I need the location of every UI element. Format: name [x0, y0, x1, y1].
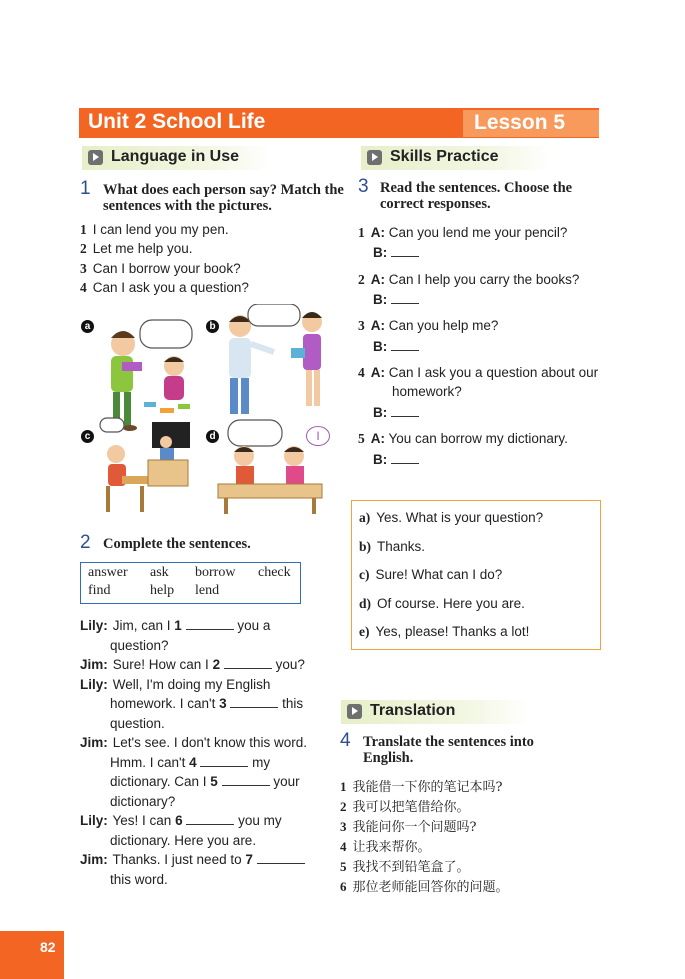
- word-box: [80, 562, 301, 604]
- item-text: Let me help you.: [92, 241, 193, 256]
- list-item: [340, 856, 470, 875]
- response-line: [373, 338, 419, 354]
- speaker-a: A:: [370, 431, 385, 446]
- section-banner-skills-practice: [361, 146, 551, 170]
- option-key: a): [359, 510, 371, 525]
- word-box-word: find: [88, 583, 111, 598]
- response-option: [359, 624, 529, 640]
- item-text: Can I ask you a question about our: [388, 365, 599, 380]
- speaker: Jim:: [80, 657, 108, 672]
- item-text: 我找不到铅笔盒了。: [352, 860, 470, 875]
- item-text: 我能问你一个问题吗?: [352, 820, 477, 835]
- speaker: Lily:: [80, 676, 108, 692]
- item-text-continued: homework?: [392, 384, 462, 399]
- speech-bubble-d: I: [306, 426, 330, 446]
- dialogue-line: [80, 850, 320, 870]
- speaker-a: A:: [370, 272, 385, 287]
- option-key: c): [359, 567, 370, 582]
- item-number: 4: [358, 365, 365, 380]
- item-number: 3: [358, 318, 365, 333]
- speaker: Lily:: [80, 618, 108, 633]
- speaker-b: B:: [373, 405, 388, 420]
- blank-number: 4: [189, 754, 197, 770]
- item-number: 4: [340, 839, 347, 854]
- speaker-a: A:: [370, 318, 385, 333]
- speaker: Lily:: [80, 813, 108, 828]
- option-text: Yes. What is your question?: [376, 510, 544, 525]
- response-option: [359, 539, 425, 555]
- dialogue-line: [80, 772, 320, 792]
- response-option: [359, 567, 502, 583]
- blank-number: 1: [174, 618, 182, 633]
- exercise-instruction: What does each person say? Match the sentences with the pictures.: [103, 182, 344, 214]
- item-text: I can lend you my pen.: [92, 222, 229, 237]
- picture-label-d: d: [206, 430, 219, 443]
- dialogue-text: Yes! I can: [112, 813, 176, 828]
- exercise-number: 2: [80, 532, 91, 553]
- item-number: 5: [340, 859, 347, 874]
- dialogue-line: dictionary. Here you are.: [110, 832, 257, 848]
- dialogue-line: [80, 811, 320, 831]
- play-icon: [367, 150, 382, 165]
- dialogue-line: question?: [110, 637, 169, 653]
- exchange-2: [358, 272, 579, 288]
- option-text: Sure! What can I do?: [375, 567, 503, 582]
- list-item: [340, 776, 502, 795]
- dialogue: [80, 616, 320, 889]
- dialogue-line: [80, 675, 320, 695]
- option-text: Of course. Here you are.: [377, 596, 525, 611]
- answer-blank[interactable]: [391, 404, 419, 417]
- list-item: [80, 241, 193, 257]
- dialogue-text: Sure! How can I: [112, 657, 213, 672]
- speaker: Jim:: [80, 735, 108, 750]
- dialogue-text: you?: [271, 657, 305, 672]
- item-text: Can you lend me your pencil?: [388, 225, 568, 240]
- exchange-1: [358, 225, 567, 241]
- picture-label-a: a: [81, 320, 94, 333]
- play-icon: [88, 150, 103, 165]
- exchange-4: [358, 365, 598, 381]
- answer-blank[interactable]: [186, 617, 234, 630]
- dialogue-text: my: [248, 754, 271, 770]
- play-icon: [347, 704, 362, 719]
- option-text: Thanks.: [377, 539, 426, 554]
- dialogue-text: your: [269, 774, 300, 789]
- exercise-instruction: Complete the sentences.: [103, 536, 251, 552]
- item-text: 我能借一下你的笔记本吗?: [352, 780, 503, 795]
- item-text: 让我来帮你。: [352, 840, 431, 855]
- answer-blank[interactable]: [222, 773, 270, 786]
- item-number: 2: [340, 799, 347, 814]
- item-number: 3: [80, 261, 87, 276]
- response-options-box: [351, 500, 601, 650]
- speaker-b: B:: [373, 292, 388, 307]
- word-box-word: lend: [195, 583, 220, 598]
- dialogue-text: you my: [234, 813, 282, 828]
- blank-number: 7: [245, 852, 253, 867]
- exercise-instruction: Translate the sentences into English.: [363, 734, 534, 766]
- answer-blank[interactable]: [391, 451, 419, 464]
- picture-c: [100, 418, 190, 512]
- picture-b: [229, 304, 322, 414]
- response-line: [373, 291, 419, 307]
- section-title: Language in Use: [111, 148, 240, 165]
- answer-blank[interactable]: [391, 338, 419, 351]
- page-number: 82: [40, 939, 56, 955]
- word-box-word: help: [150, 583, 175, 598]
- speaker-a: A:: [370, 225, 385, 240]
- option-text: Yes, please! Thanks a lot!: [375, 624, 530, 639]
- list-item: [340, 876, 509, 895]
- dialogue-text: dictionary. Can I: [110, 774, 211, 789]
- item-number: 6: [340, 879, 347, 894]
- item-text: 我可以把笔借给你。: [352, 800, 470, 815]
- response-line: [373, 451, 419, 467]
- exercise-instruction: Read the sentences. Choose the correct responses.: [380, 180, 573, 212]
- response-line: [373, 244, 419, 260]
- answer-blank[interactable]: [224, 656, 272, 669]
- dialogue-text: Jim, can I: [112, 618, 175, 633]
- item-number: 3: [340, 819, 347, 834]
- dialogue-text: Hmm. I can't: [110, 754, 190, 770]
- item-number: 2: [358, 272, 365, 287]
- option-key: b): [359, 539, 372, 554]
- blank-number: 2: [212, 657, 221, 672]
- picture-a: [109, 320, 192, 431]
- dialogue-line: [80, 733, 320, 753]
- section-title: Skills Practice: [390, 148, 499, 165]
- dialogue-text: Well, I'm doing my English: [112, 676, 271, 692]
- answer-blank[interactable]: [391, 244, 419, 257]
- dialogue-text: Let's see. I don't know this word.: [112, 735, 308, 750]
- list-item: [340, 836, 431, 855]
- speaker: Jim:: [80, 852, 108, 867]
- dialogue-line: question.: [110, 715, 165, 731]
- speaker-b: B:: [373, 452, 388, 467]
- item-text: You can borrow my dictionary.: [388, 431, 568, 446]
- picture-label-b: b: [206, 320, 219, 333]
- option-key: d): [359, 596, 372, 611]
- item-number: 2: [80, 241, 87, 256]
- item-number: 5: [358, 431, 365, 446]
- option-key: e): [359, 624, 370, 639]
- list-item: [80, 222, 229, 238]
- dialogue-line: [80, 655, 320, 675]
- item-text: Can I ask you a question?: [92, 280, 249, 295]
- list-item: [340, 796, 470, 815]
- response-line: [373, 404, 419, 420]
- dialogue-line: [80, 694, 320, 714]
- item-text: 那位老师能回答你的问题。: [352, 880, 509, 895]
- exercise-number: 1: [80, 178, 91, 199]
- dialogue-line: [80, 616, 320, 636]
- dialogue-line: this word.: [110, 871, 168, 887]
- word-box-word: borrow: [195, 565, 236, 580]
- lesson-title: Lesson 5: [474, 111, 566, 134]
- illustration-panel: [78, 304, 338, 516]
- blank-number: 3: [219, 696, 227, 711]
- item-number: 1: [80, 222, 87, 237]
- answer-blank[interactable]: [230, 695, 278, 708]
- blank-number: 5: [210, 774, 218, 789]
- speaker-a: A:: [370, 365, 385, 380]
- blank-number: 6: [175, 813, 183, 828]
- answer-blank[interactable]: [257, 851, 305, 864]
- word-box-word: check: [258, 565, 291, 580]
- item-text: Can I borrow your book?: [92, 261, 241, 276]
- dialogue-text: you a: [233, 618, 271, 633]
- response-option: [359, 596, 525, 612]
- item-number: 1: [358, 225, 365, 240]
- exercise-number: 3: [358, 176, 369, 197]
- answer-blank[interactable]: [200, 754, 248, 767]
- exchange-5: [358, 431, 568, 447]
- dialogue-line: dictionary?: [110, 793, 176, 809]
- word-box-word: ask: [150, 565, 169, 580]
- dialogue-line: [80, 753, 320, 773]
- list-item: [80, 280, 249, 296]
- section-title: Translation: [370, 702, 456, 719]
- dialogue-text: homework. I can't: [110, 696, 220, 711]
- answer-blank[interactable]: [391, 291, 419, 304]
- dialogue-text: this: [278, 696, 304, 711]
- speaker-b: B:: [373, 339, 388, 354]
- exchange-3: [358, 318, 498, 334]
- list-item: [80, 261, 241, 277]
- speaker-b: B:: [373, 245, 388, 260]
- item-number: 1: [340, 779, 347, 794]
- answer-blank[interactable]: [186, 812, 234, 825]
- unit-title: Unit 2 School Life: [88, 110, 266, 133]
- section-banner-language-in-use: [82, 146, 270, 170]
- exercise-number: 4: [340, 730, 351, 751]
- list-item: [340, 816, 476, 835]
- dialogue-text: Thanks. I just need to: [112, 852, 246, 867]
- section-banner-translation: [341, 700, 529, 724]
- word-box-word: answer: [88, 565, 128, 580]
- picture-label-c: c: [81, 430, 94, 443]
- item-number: 4: [80, 280, 87, 295]
- item-text: Can you help me?: [388, 318, 499, 333]
- response-option: [359, 510, 543, 526]
- item-text: Can I help you carry the books?: [388, 272, 580, 287]
